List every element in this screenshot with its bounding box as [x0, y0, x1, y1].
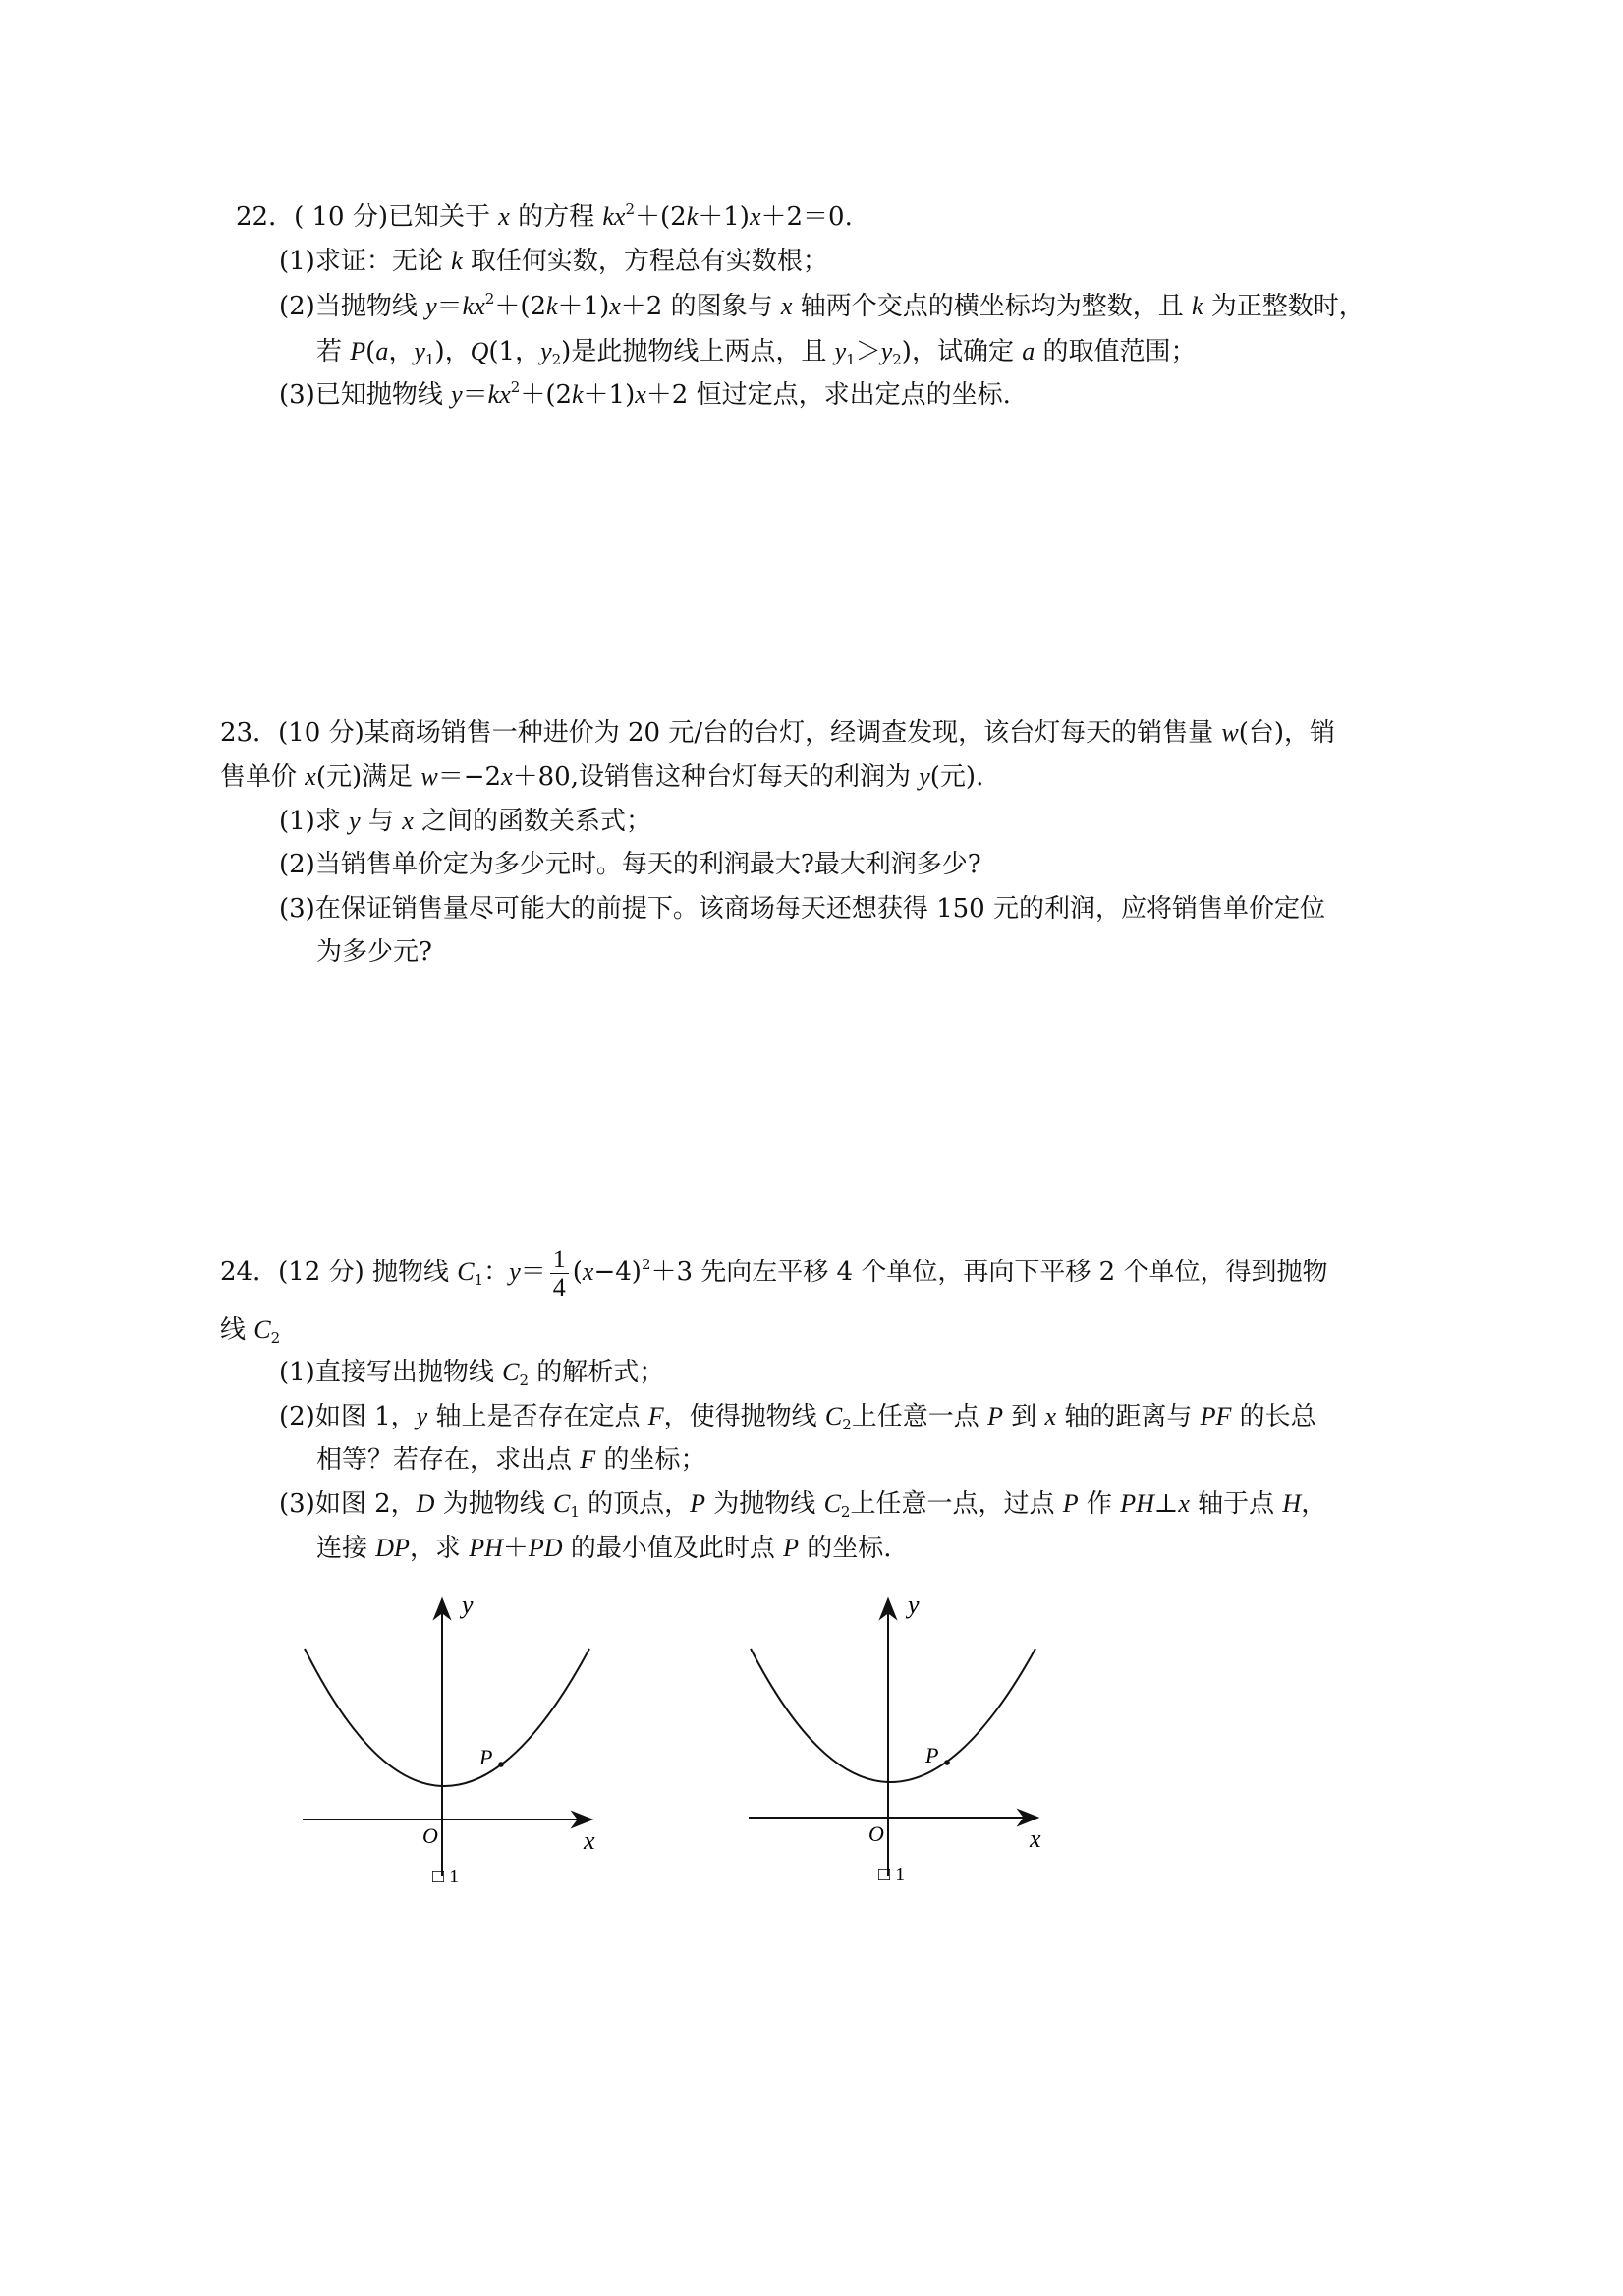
- fraction-one-quarter: $\frac{1}{4}$: [550, 1246, 569, 1302]
- q24-part1: (1)直接写出抛物线 $C_2$ 的解析式；: [279, 1358, 665, 1389]
- point-p-label: P: [479, 1745, 493, 1769]
- q23-line-1: 23．(10 分)某商场销售一种进价为 20 元/台的台灯，经调查发现，该台灯每天的销售量 w(台)，销: [220, 718, 1335, 748]
- origin-label: O: [422, 1823, 438, 1848]
- q23-line-2: 售单价 x(元)满足 w＝−2x＋80,设销售这种台灯每天的利润为 y(元).: [220, 762, 984, 792]
- q24-line-1: 24．(12 分) 抛物线 $C_1$：y＝ $\frac{1}{4}$ $(x-4)^2+3$ 先向左平移 4 个单位，再向下平移 2 个单位，得到抛物: [220, 1244, 1328, 1302]
- figure-caption: □ 1: [878, 1864, 906, 1885]
- q24-part3-line1: (3)如图 2，D 为抛物线 $C_1$ 的顶点，P 为抛物线 $C_2$上任意一点，过点 P 作 PH⊥x 轴于点 H，: [279, 1489, 1327, 1521]
- point-p-label: P: [925, 1743, 939, 1767]
- q24-part2-line2: 相等？若存在，求出点 F 的坐标；: [316, 1445, 706, 1475]
- q23-part3-line1: (3)在保证销售量尽可能大的前提下。该商场每天还想获得 150 元的利润，应将销售单价定位: [279, 894, 1325, 924]
- point-p-dot: [944, 1760, 950, 1765]
- origin-label: O: [868, 1821, 884, 1846]
- q23-part3-line2: 为多少元?: [316, 937, 432, 967]
- x-axis-label: x: [1030, 1824, 1041, 1853]
- q23-part1: (1)求 y 与 x 之间的函数关系式；: [279, 807, 652, 836]
- q24-part3-line2: 连接 DP，求 PH＋PD 的最小值及此时点 P 的坐标.: [316, 1534, 892, 1563]
- y-axis-label: y: [908, 1591, 920, 1619]
- figure-caption: □ 1: [432, 1866, 460, 1887]
- figure-1: [295, 1582, 609, 1896]
- q22-line-1: 22．( 10 分)已知关于 x 的方程 $kx^2+(2k+1)x+2=0$.: [236, 200, 853, 232]
- point-p-dot: [498, 1762, 504, 1767]
- y-axis-label: y: [462, 1591, 474, 1619]
- x-axis-label: x: [584, 1826, 595, 1855]
- q22-number: 22．: [236, 202, 295, 232]
- q22-part3: (3)已知抛物线 $y=kx^2+(2k+1)x+2$ 恒过定点，求出定点的坐标.: [279, 378, 1011, 410]
- q24-line-2: 线 $C_2$: [220, 1316, 281, 1347]
- figure-2: [741, 1582, 1055, 1896]
- q22-part2-line1: (2)当抛物线 $y=kx^2+(2k+1)x+2$ 的图象与 x 轴两个交点的横坐标均为整数，且 k 为正整数时，: [279, 290, 1365, 321]
- parabola-curve: [305, 1649, 589, 1786]
- q22-part1: (1)求证：无论 k 取任何实数，方程总有实数根；: [279, 247, 828, 276]
- q22-part2-line2: 若 P(a，$y_1$)，Q(1，$y_2$)是此抛物线上两点，且 $y_1>y_2$)，试确定 a 的取值范围；: [316, 337, 1197, 368]
- q23-part2: (2)当销售单价定为多少元时。每天的利润最大?最大利润多少?: [279, 850, 981, 879]
- q22-score: ( 10 分): [294, 202, 388, 232]
- q24-part2-line1: (2)如图 1，y 轴上是否存在定点 F，使得抛物线 $C_2$上任意一点 P 到 x 轴的距离与 PF 的长总: [279, 1402, 1316, 1433]
- parabola-curve: [751, 1649, 1035, 1782]
